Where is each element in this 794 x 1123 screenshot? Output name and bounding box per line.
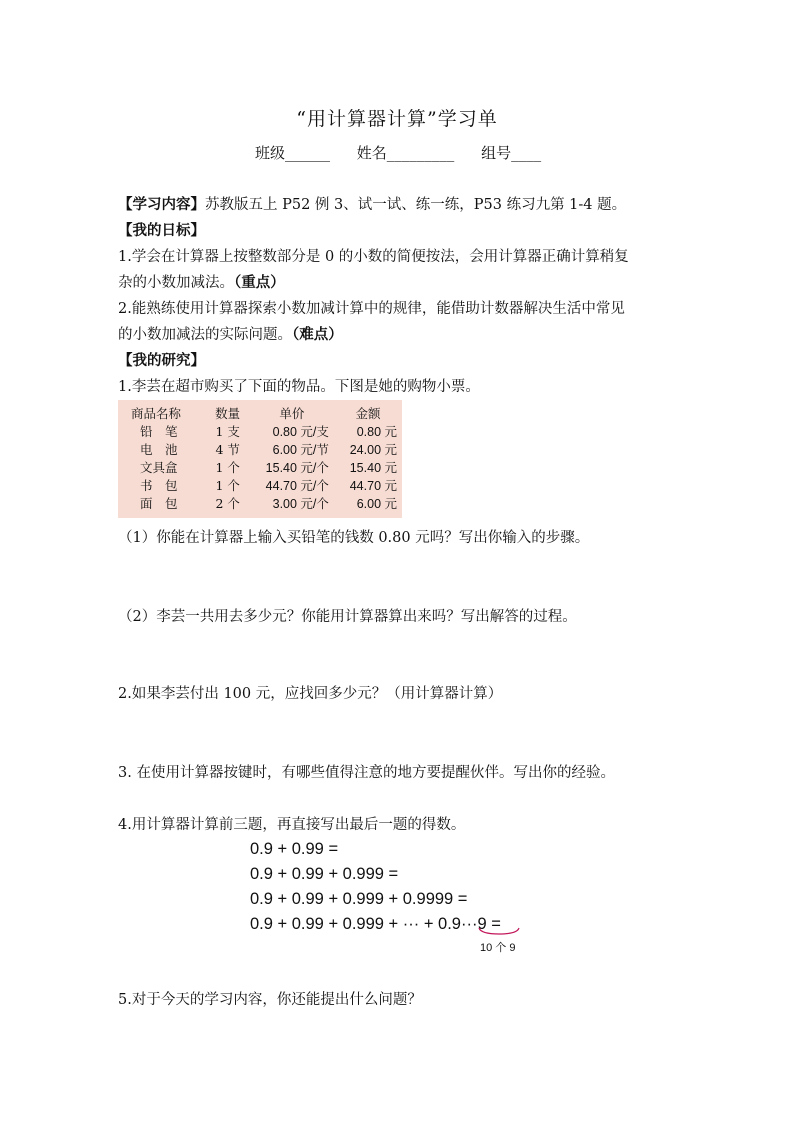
learning-content-line (118, 193, 688, 214)
receipt-qty: 1 个 (215, 478, 240, 493)
receipt-item: 书 包 (140, 478, 178, 493)
class-field[interactable]: 班级______ (255, 144, 331, 162)
page-title: “用计算器计算”学习单 (296, 108, 498, 130)
expression-3: 0.9 + 0.99 + 0.999 + 0.9999 = (250, 890, 468, 908)
learning-content-tag: 【学习内容】 (118, 196, 205, 213)
receipt-qty: 2 个 (215, 496, 240, 511)
question-2: 2.如果李芸付出 100 元，应找回多少元？（用计算器计算） (118, 686, 503, 702)
goal-2-line-b (118, 323, 688, 344)
receipt-header-cell: 单价 (279, 406, 305, 421)
group-field[interactable]: 组号____ (481, 144, 542, 162)
question-1-part-2: （2）李芸一共用去多少元？你能用计算器算出来吗？写出解答的过程。 (118, 609, 577, 625)
learning-content-text: 苏教版五上 P52 例 3、试一试、练一练，P53 练习九第 1-4 题。 (205, 197, 627, 213)
goal-2-line-a: 2.能熟练使用计算器探索小数加减计算中的规律，能借助计数器解决生活中常见 (118, 301, 625, 317)
receipt-qty: 1 个 (215, 460, 240, 475)
expression-4: 0.9 + 0.99 + 0.999 + ··· + 0.9···9 = (250, 915, 501, 933)
receipt-row (126, 458, 402, 476)
goal-1-line-b (118, 271, 688, 292)
research-heading: 【我的研究】 (118, 352, 205, 369)
question-1: 1.李芸在超市购买了下面的物品。下图是她的购物小票。 (118, 379, 480, 395)
goal-1-text: 杂的小数加减法。 (118, 275, 234, 291)
expression-1: 0.9 + 0.99 = (250, 840, 339, 858)
key-point-label: （重点） (234, 274, 285, 291)
underbrace-icon (477, 926, 521, 938)
receipt-price: 15.40 元/个 (265, 461, 329, 475)
receipt-qty: 1 支 (215, 424, 240, 439)
receipt-amount: 44.70 元 (349, 479, 397, 493)
receipt-row (126, 422, 402, 440)
receipt-header-cell: 商品名称 (131, 406, 182, 421)
nines-count-note: 10 个 9 (480, 942, 516, 954)
receipt-price: 6.00 元/节 (272, 443, 329, 457)
difficult-point-label: （难点） (292, 326, 343, 343)
question-3: 3. 在使用计算器按键时，有哪些值得注意的地方要提醒伙伴。写出你的经验。 (118, 765, 615, 781)
student-info-line (255, 142, 541, 163)
receipt-amount: 15.40 元 (349, 461, 397, 475)
receipt-row (126, 476, 402, 494)
receipt-qty: 4 节 (215, 442, 240, 457)
question-5: 5.对于今天的学习内容，你还能提出什么问题？ (118, 992, 422, 1008)
receipt-price: 0.80 元/支 (272, 425, 329, 439)
receipt-item: 电 池 (140, 442, 178, 457)
receipt-item: 文具盒 (140, 460, 178, 475)
goal-1-line-a: 1.学会在计算器上按整数部分是 0 的小数的简便按法，会用计算器正确计算稍复 (118, 249, 629, 265)
question-1-part-1: （1）你能在计算器上输入买铅笔的钱数 0.80 元吗？写出你输入的步骤。 (118, 530, 590, 546)
receipt-header-cell: 金额 (355, 406, 381, 421)
expression-2: 0.9 + 0.99 + 0.999 = (250, 865, 399, 883)
name-field[interactable]: 姓名_________ (356, 144, 455, 162)
receipt-row (126, 440, 402, 458)
receipt-row (126, 494, 402, 512)
receipt-price: 44.70 元/个 (265, 479, 329, 493)
receipt-header-cell: 数量 (215, 406, 241, 421)
receipt-amount: 6.00 元 (356, 497, 397, 511)
question-4: 4.用计算器计算前三题，再直接写出最后一题的得数。 (118, 817, 466, 833)
receipt-item: 铅 笔 (140, 424, 178, 439)
goals-heading: 【我的日标】 (118, 222, 205, 239)
receipt-price: 3.00 元/个 (272, 497, 329, 511)
receipt-item: 面 包 (140, 496, 178, 511)
receipt-table (126, 404, 402, 512)
receipt-header-row (126, 404, 402, 422)
receipt-amount: 0.80 元 (356, 425, 397, 439)
receipt-amount: 24.00 元 (349, 443, 397, 457)
shopping-receipt (118, 400, 402, 518)
goal-2-text: 的小数加减法的实际问题。 (118, 327, 292, 343)
